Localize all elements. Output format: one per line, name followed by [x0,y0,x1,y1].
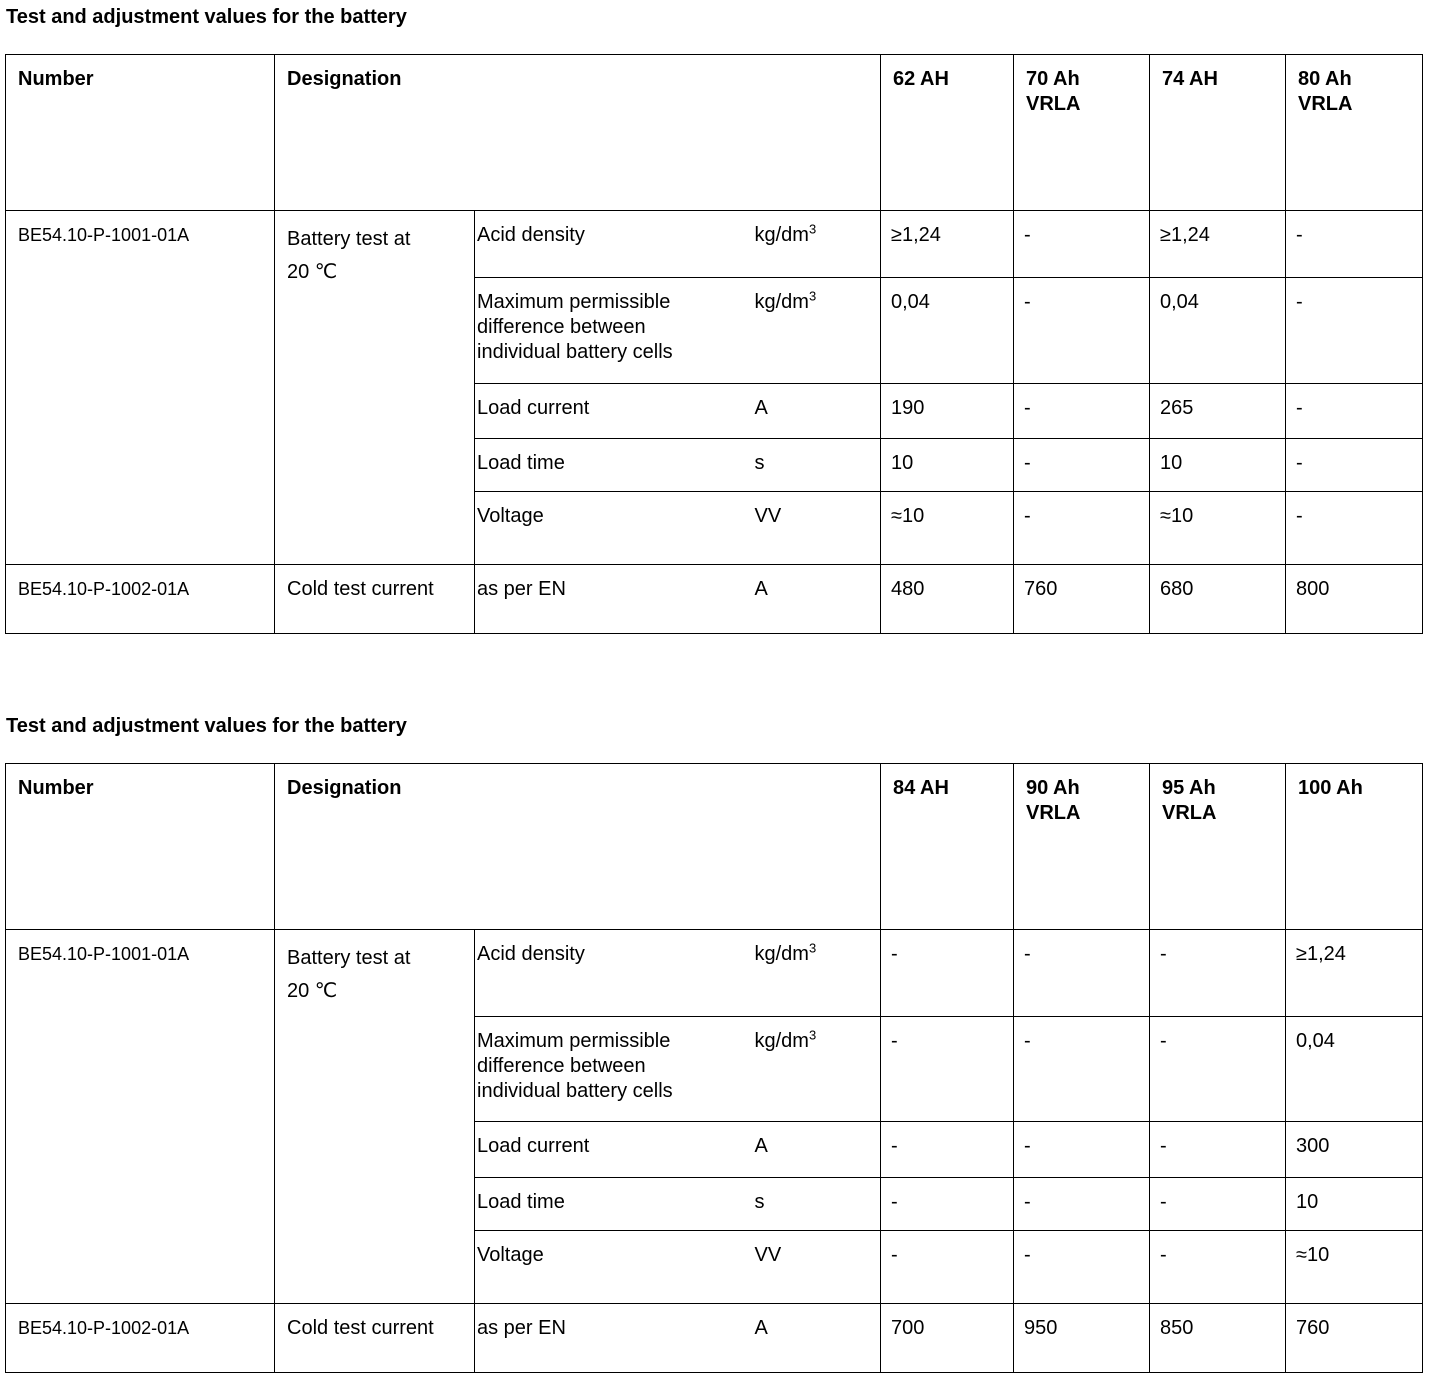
header-capacity-column [881,55,1014,211]
header-capacity-label: 80 Ah VRLA [1298,68,1353,115]
header-capacity-label: 62 AH [893,68,949,90]
unit-label: s [754,452,765,474]
value-cell: 760 [1014,565,1150,634]
table-row [6,565,1423,634]
value-cell: - [1150,930,1286,1017]
unit-cell [753,439,881,492]
table-row [6,930,1423,1017]
value-cell: ≥1,24 [1150,211,1286,278]
value-cell: - [881,1178,1014,1231]
unit-cell [753,930,881,1017]
value-cell: - [1150,1231,1286,1304]
table-row [6,211,1423,278]
parameter-cell [475,1178,753,1231]
value-cell: 10 [881,439,1014,492]
value-cell: 265 [1150,384,1286,439]
value-cell: ≥1,24 [1286,930,1423,1017]
unit-label: A [754,1135,768,1157]
header-capacity-column [881,764,1014,930]
unit-superscript: 3 [808,221,817,237]
test-designation [275,211,475,565]
header-number: Number [6,55,275,211]
unit-label: s [754,1191,765,1213]
unit-cell: A [753,1304,881,1373]
parameter-cell [475,930,753,1017]
value-cell: ≈10 [881,492,1014,565]
unit-label: kg/dm [754,224,809,246]
parameter-label: Acid density [477,224,585,246]
unit-cell [753,384,881,439]
header-capacity-label: 95 Ah VRLA [1162,777,1217,824]
header-designation: Designation [275,55,881,211]
test-designation [275,930,475,1304]
header-capacity-label: 74 AH [1162,68,1218,90]
header-number: Number [6,764,275,930]
table-header-row [6,764,1423,930]
header-capacity-column [1286,764,1423,930]
parameter-cell [475,492,753,565]
header-capacity-column [1150,764,1286,930]
value-cell: ≈10 [1286,1231,1423,1304]
value-cell: 800 [1286,565,1423,634]
value-cell: - [1150,1122,1286,1178]
test-designation: Cold test current [275,565,475,634]
value-cell: 10 [1150,439,1286,492]
parameter-cell [475,278,753,384]
value-cell: - [1286,384,1423,439]
parameter-cell [475,439,753,492]
value-cell: ≈10 [1150,492,1286,565]
unit-label: VV [754,1244,782,1266]
unit-superscript: 3 [808,1027,817,1043]
value-cell: - [1014,439,1150,492]
header-capacity-column [1014,55,1150,211]
section-title: Test and adjustment values for the battery [6,715,407,737]
header-designation: Designation [275,764,881,930]
value-cell: 850 [1150,1304,1286,1373]
parameter-cell [475,1017,753,1122]
test-number: BE54.10-P-1001-01A [6,211,275,565]
unit-cell [753,1178,881,1231]
unit-cell [753,1231,881,1304]
value-cell: - [1014,1017,1150,1122]
test-designation-text: Battery test at 20 ℃ [287,947,411,1002]
parameter-cell [475,211,753,278]
parameter-cell: as per EN [475,1304,753,1373]
value-cell: 0,04 [881,278,1014,384]
value-cell: 190 [881,384,1014,439]
parameter-label: Voltage [477,1244,544,1266]
parameter-cell [475,1231,753,1304]
value-cell: - [1150,1017,1286,1122]
unit-label: A [754,397,768,419]
unit-label: kg/dm [754,291,809,313]
parameter-label: Maximum permissible difference between individual battery cells [477,1030,673,1102]
header-capacity-label: 70 Ah VRLA [1026,68,1081,115]
parameter-label: Load current [477,397,590,419]
value-cell: 680 [1150,565,1286,634]
unit-cell: A [753,565,881,634]
value-cell: - [1014,1231,1150,1304]
value-cell: - [1014,930,1150,1017]
parameter-label: Acid density [477,943,585,965]
value-cell: - [881,1231,1014,1304]
unit-label: kg/dm [754,1030,809,1052]
parameter-cell [475,1122,753,1178]
value-cell: - [881,1017,1014,1122]
header-capacity-label: 90 Ah VRLA [1026,777,1081,824]
parameter-label: Maximum permissible difference between individual battery cells [477,291,673,363]
parameter-label: Voltage [477,505,544,527]
value-cell: - [1286,211,1423,278]
unit-label: kg/dm [754,943,809,965]
unit-cell [753,492,881,565]
battery-spec-table [5,763,1423,1373]
parameter-cell [475,384,753,439]
value-cell: - [881,1122,1014,1178]
test-number: BE54.10-P-1002-01A [6,1304,275,1373]
value-cell: - [1150,1178,1286,1231]
value-cell: - [1014,278,1150,384]
parameter-label: Load time [477,452,565,474]
test-designation: Cold test current [275,1304,475,1373]
section-title: Test and adjustment values for the battery [6,6,407,28]
battery-spec-table [5,54,1423,634]
value-cell: - [1286,278,1423,384]
value-cell: 10 [1286,1178,1423,1231]
header-capacity-column [1286,55,1423,211]
unit-label: VV [754,505,782,527]
header-capacity-column [1014,764,1150,930]
value-cell: - [1286,492,1423,565]
value-cell: 480 [881,565,1014,634]
unit-cell [753,211,881,278]
value-cell: ≥1,24 [881,211,1014,278]
value-cell: 700 [881,1304,1014,1373]
test-number: BE54.10-P-1001-01A [6,930,275,1304]
unit-cell [753,1122,881,1178]
test-number: BE54.10-P-1002-01A [6,565,275,634]
value-cell: - [1014,211,1150,278]
value-cell: - [1014,384,1150,439]
unit-superscript: 3 [808,940,817,956]
value-cell: - [1014,492,1150,565]
value-cell: 0,04 [1150,278,1286,384]
value-cell: - [881,930,1014,1017]
parameter-cell: as per EN [475,565,753,634]
value-cell: 950 [1014,1304,1150,1373]
header-capacity-label: 84 AH [893,777,949,799]
header-capacity-column [1150,55,1286,211]
table-header-row [6,55,1423,211]
unit-cell [753,278,881,384]
unit-cell [753,1017,881,1122]
value-cell: 300 [1286,1122,1423,1178]
unit-superscript: 3 [808,288,817,304]
test-designation-text: Battery test at 20 ℃ [287,228,411,283]
value-cell: 0,04 [1286,1017,1423,1122]
value-cell: - [1286,439,1423,492]
parameter-label: Load time [477,1191,565,1213]
table-row [6,1304,1423,1373]
header-capacity-label: 100 Ah [1298,777,1363,799]
value-cell: 760 [1286,1304,1423,1373]
value-cell: - [1014,1178,1150,1231]
value-cell: - [1014,1122,1150,1178]
parameter-label: Load current [477,1135,590,1157]
